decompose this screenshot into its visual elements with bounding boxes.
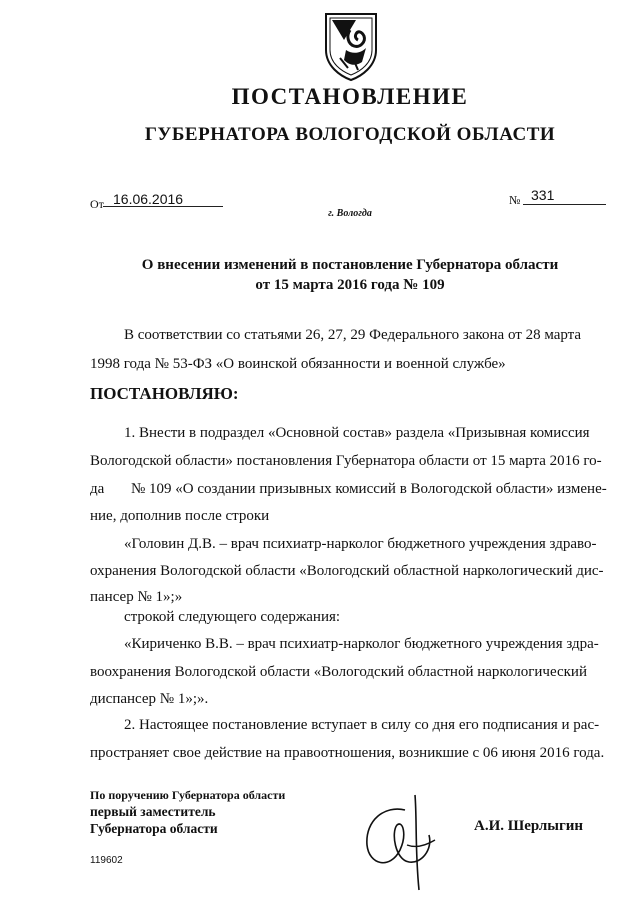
body-line: да bbox=[90, 481, 105, 497]
decree-heading: ПОСТАНОВЛЯЮ: bbox=[90, 384, 239, 403]
body-line: 1998 года № 53-ФЗ «О воинской обязанности и военной службе» bbox=[90, 356, 506, 372]
coat-of-arms-emblem bbox=[322, 10, 380, 82]
signature-line-1: По поручению Губернатора области bbox=[90, 788, 286, 802]
body-line: Вологодской области» постановления Губернатора области от 15 марта 2016 го- bbox=[90, 453, 602, 469]
city-label: г. Вологда bbox=[328, 208, 372, 219]
handwritten-signature bbox=[345, 790, 455, 900]
body-line: воохранения Вологодской области «Вологодский областной наркологический bbox=[90, 664, 587, 680]
document-subject bbox=[120, 255, 580, 295]
subject-line-1: О внесении изменений в постановление Губернатора области bbox=[141, 257, 559, 273]
date-underline bbox=[103, 206, 223, 207]
body-line: № 109 «О создании призывных комиссий в Вологодской области» измене- bbox=[131, 481, 607, 497]
body-line: 1. Внести в подраздел «Основной состав» раздела «Призывная комиссия bbox=[124, 425, 590, 441]
signatory-name: А.И. Шерлыгин bbox=[474, 818, 584, 834]
date-label: От bbox=[90, 197, 104, 211]
signature-line-3: Губернатора области bbox=[90, 821, 218, 836]
date-value: 16.06.2016 bbox=[113, 191, 184, 207]
signature-line-2: первый заместитель bbox=[90, 804, 216, 819]
body-line: диспансер № 1»;». bbox=[90, 691, 209, 707]
body-line: «Головин Д.В. – врач психиатр-нарколог бюджетного учреждения здраво- bbox=[124, 536, 597, 552]
body-line: В соответствии со статьями 26, 27, 29 Федерального закона от 28 марта bbox=[124, 327, 582, 343]
number-label: № bbox=[509, 193, 521, 207]
document-subtitle: ГУБЕРНАТОРА ВОЛОГОДСКОЙ ОБЛАСТИ bbox=[144, 124, 556, 145]
subject-line-2: от 15 марта 2016 года № 109 bbox=[255, 277, 445, 293]
body-line: охранения Вологодской области «Вологодский областной наркологический дис- bbox=[90, 563, 604, 579]
body-line: пансер № 1»;» bbox=[90, 589, 183, 605]
document-title: ПОСТАНОВЛЕНИЕ bbox=[231, 84, 469, 109]
body-line: строкой следующего содержания: bbox=[124, 609, 341, 625]
body-line: 2. Настоящее постановление вступает в силу со дня его подписания и рас- bbox=[124, 717, 600, 733]
body-line: ние, дополнив после строки bbox=[90, 508, 270, 524]
number-underline bbox=[523, 204, 606, 205]
number-value: 331 bbox=[531, 187, 555, 203]
body-line: «Кириченко В.В. – врач психиатр-нарколог бюджетного учреждения здра- bbox=[124, 636, 599, 652]
document-code: 119602 bbox=[90, 855, 123, 866]
body-line: пространяет свое действие на правоотношения, возникшие с 06 июня 2016 года. bbox=[90, 745, 605, 761]
